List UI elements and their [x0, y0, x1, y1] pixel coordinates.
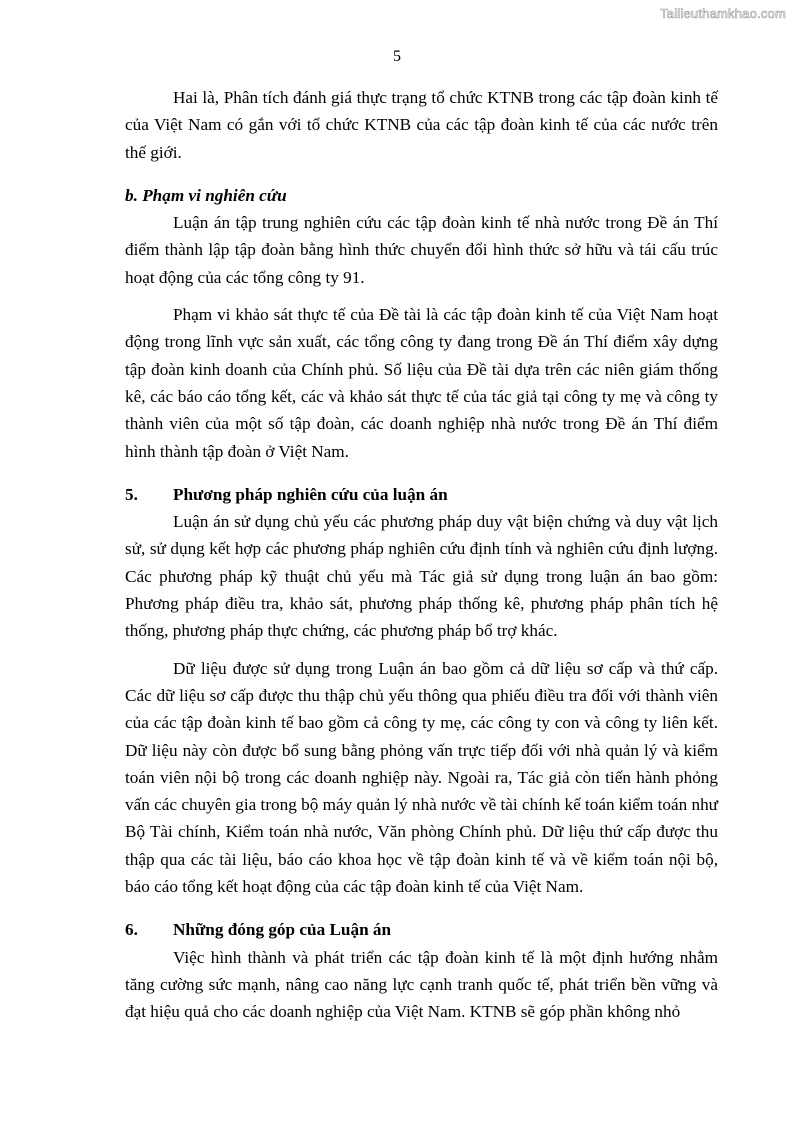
- section-6-title: Những đóng góp của Luận án: [173, 920, 392, 940]
- scope-paragraph-2: Phạm vi khảo sát thực tế của Đề tài là các tập đoàn kinh tế của Việt Nam hoạt động trong lĩnh vực sản xuất, các tổng công ty đang trong Đề án Thí điểm xây dựng tập đoàn kinh doanh của Chính phủ. Số liệu của Đề tài dựa trên các niên giám thống kê, các báo cáo tổng kết, các và khảo sát thực tế của tác giả tại công ty mẹ và công ty thành viên của một số tập đoàn, các doanh nghiệp nhà nước trong Đề án Thí điểm hình thành tập đoàn ở Việt Nam.: [125, 305, 718, 461]
- section-6-number: 6.: [125, 920, 138, 940]
- section-5-heading: [125, 481, 718, 508]
- document-body: [125, 84, 718, 1026]
- intro-paragraph: Hai là, Phân tích đánh giá thực trạng tổ chức KTNB trong các tập đoàn kinh tế của Việt Nam có gắn với tổ chức KTNB của các tập đoàn kinh tế của các nước trên thế giới.: [125, 88, 718, 162]
- page-number: 5: [393, 48, 401, 65]
- section-6-heading: [125, 916, 718, 943]
- watermark-text: Tailieuthamkhao.com: [660, 6, 786, 21]
- section-5-title: Phương pháp nghiên cứu của luận án: [173, 484, 448, 504]
- scope-paragraph-1: Luận án tập trung nghiên cứu các tập đoàn kinh tế nhà nước trong Đề án Thí điểm thành lập tập đoàn bằng hình thức chuyển đổi hình thức sở hữu và tái cấu trúc hoạt động của các tổng công ty 91.: [125, 213, 718, 287]
- section-5-paragraph-2: Dữ liệu được sử dụng trong Luận án bao gồm cả dữ liệu sơ cấp và thứ cấp. Các dữ liệu sơ cấp được thu thập chủ yếu thông qua phiếu điều tra đối với thành viên của các tập đoàn kinh tế bao gồm cả công ty mẹ, các công ty con và công ty liên kết. Dữ liệu này còn được bổ sung bằng phỏng vấn trực tiếp đối với nhà quản lý và kiểm toán viên nội bộ trong các doanh nghiệp này. Ngoài ra, Tác giả còn tiến hành phỏng vấn các chuyên gia trong bộ máy quản lý nhà nước về tài chính kế toán kiểm toán như Bộ Tài chính, Kiểm toán nhà nước, Văn phòng Chính phủ. Dữ liệu thứ cấp được thu thập qua các tài liệu, báo cáo khoa học về tập đoàn kinh tế và về kiểm toán nội bộ, báo cáo tổng kết hoạt động của các tập đoàn kinh tế của Việt Nam.: [125, 658, 718, 897]
- section-5-number: 5.: [125, 484, 138, 504]
- section-5-paragraph-1: Luận án sử dụng chủ yếu các phương pháp duy vật biện chứng và duy vật lịch sử, sử dụng kết hợp các phương pháp nghiên cứu định tính và nghiên cứu định lượng. Các phương pháp kỹ thuật chủ yếu mà Tác giả sử dụng trong luận án bao gồm: Phương pháp điều tra, khảo sát, phương pháp thống kê, phương pháp phân tích hệ thống, phương pháp thực chứng, các phương pháp bổ trợ khác.: [125, 512, 718, 641]
- section-6-paragraph-1: Việc hình thành và phát triển các tập đoàn kinh tế là một định hướng nhằm tăng cường sức mạnh, nâng cao năng lực cạnh tranh quốc tế, phát triển bền vững và đạt hiệu quả cho các doanh nghiệp của Việt Nam. KTNB sẽ góp phần không nhỏ: [125, 947, 718, 1022]
- scope-heading: b. Phạm vi nghiên cứu: [125, 185, 287, 205]
